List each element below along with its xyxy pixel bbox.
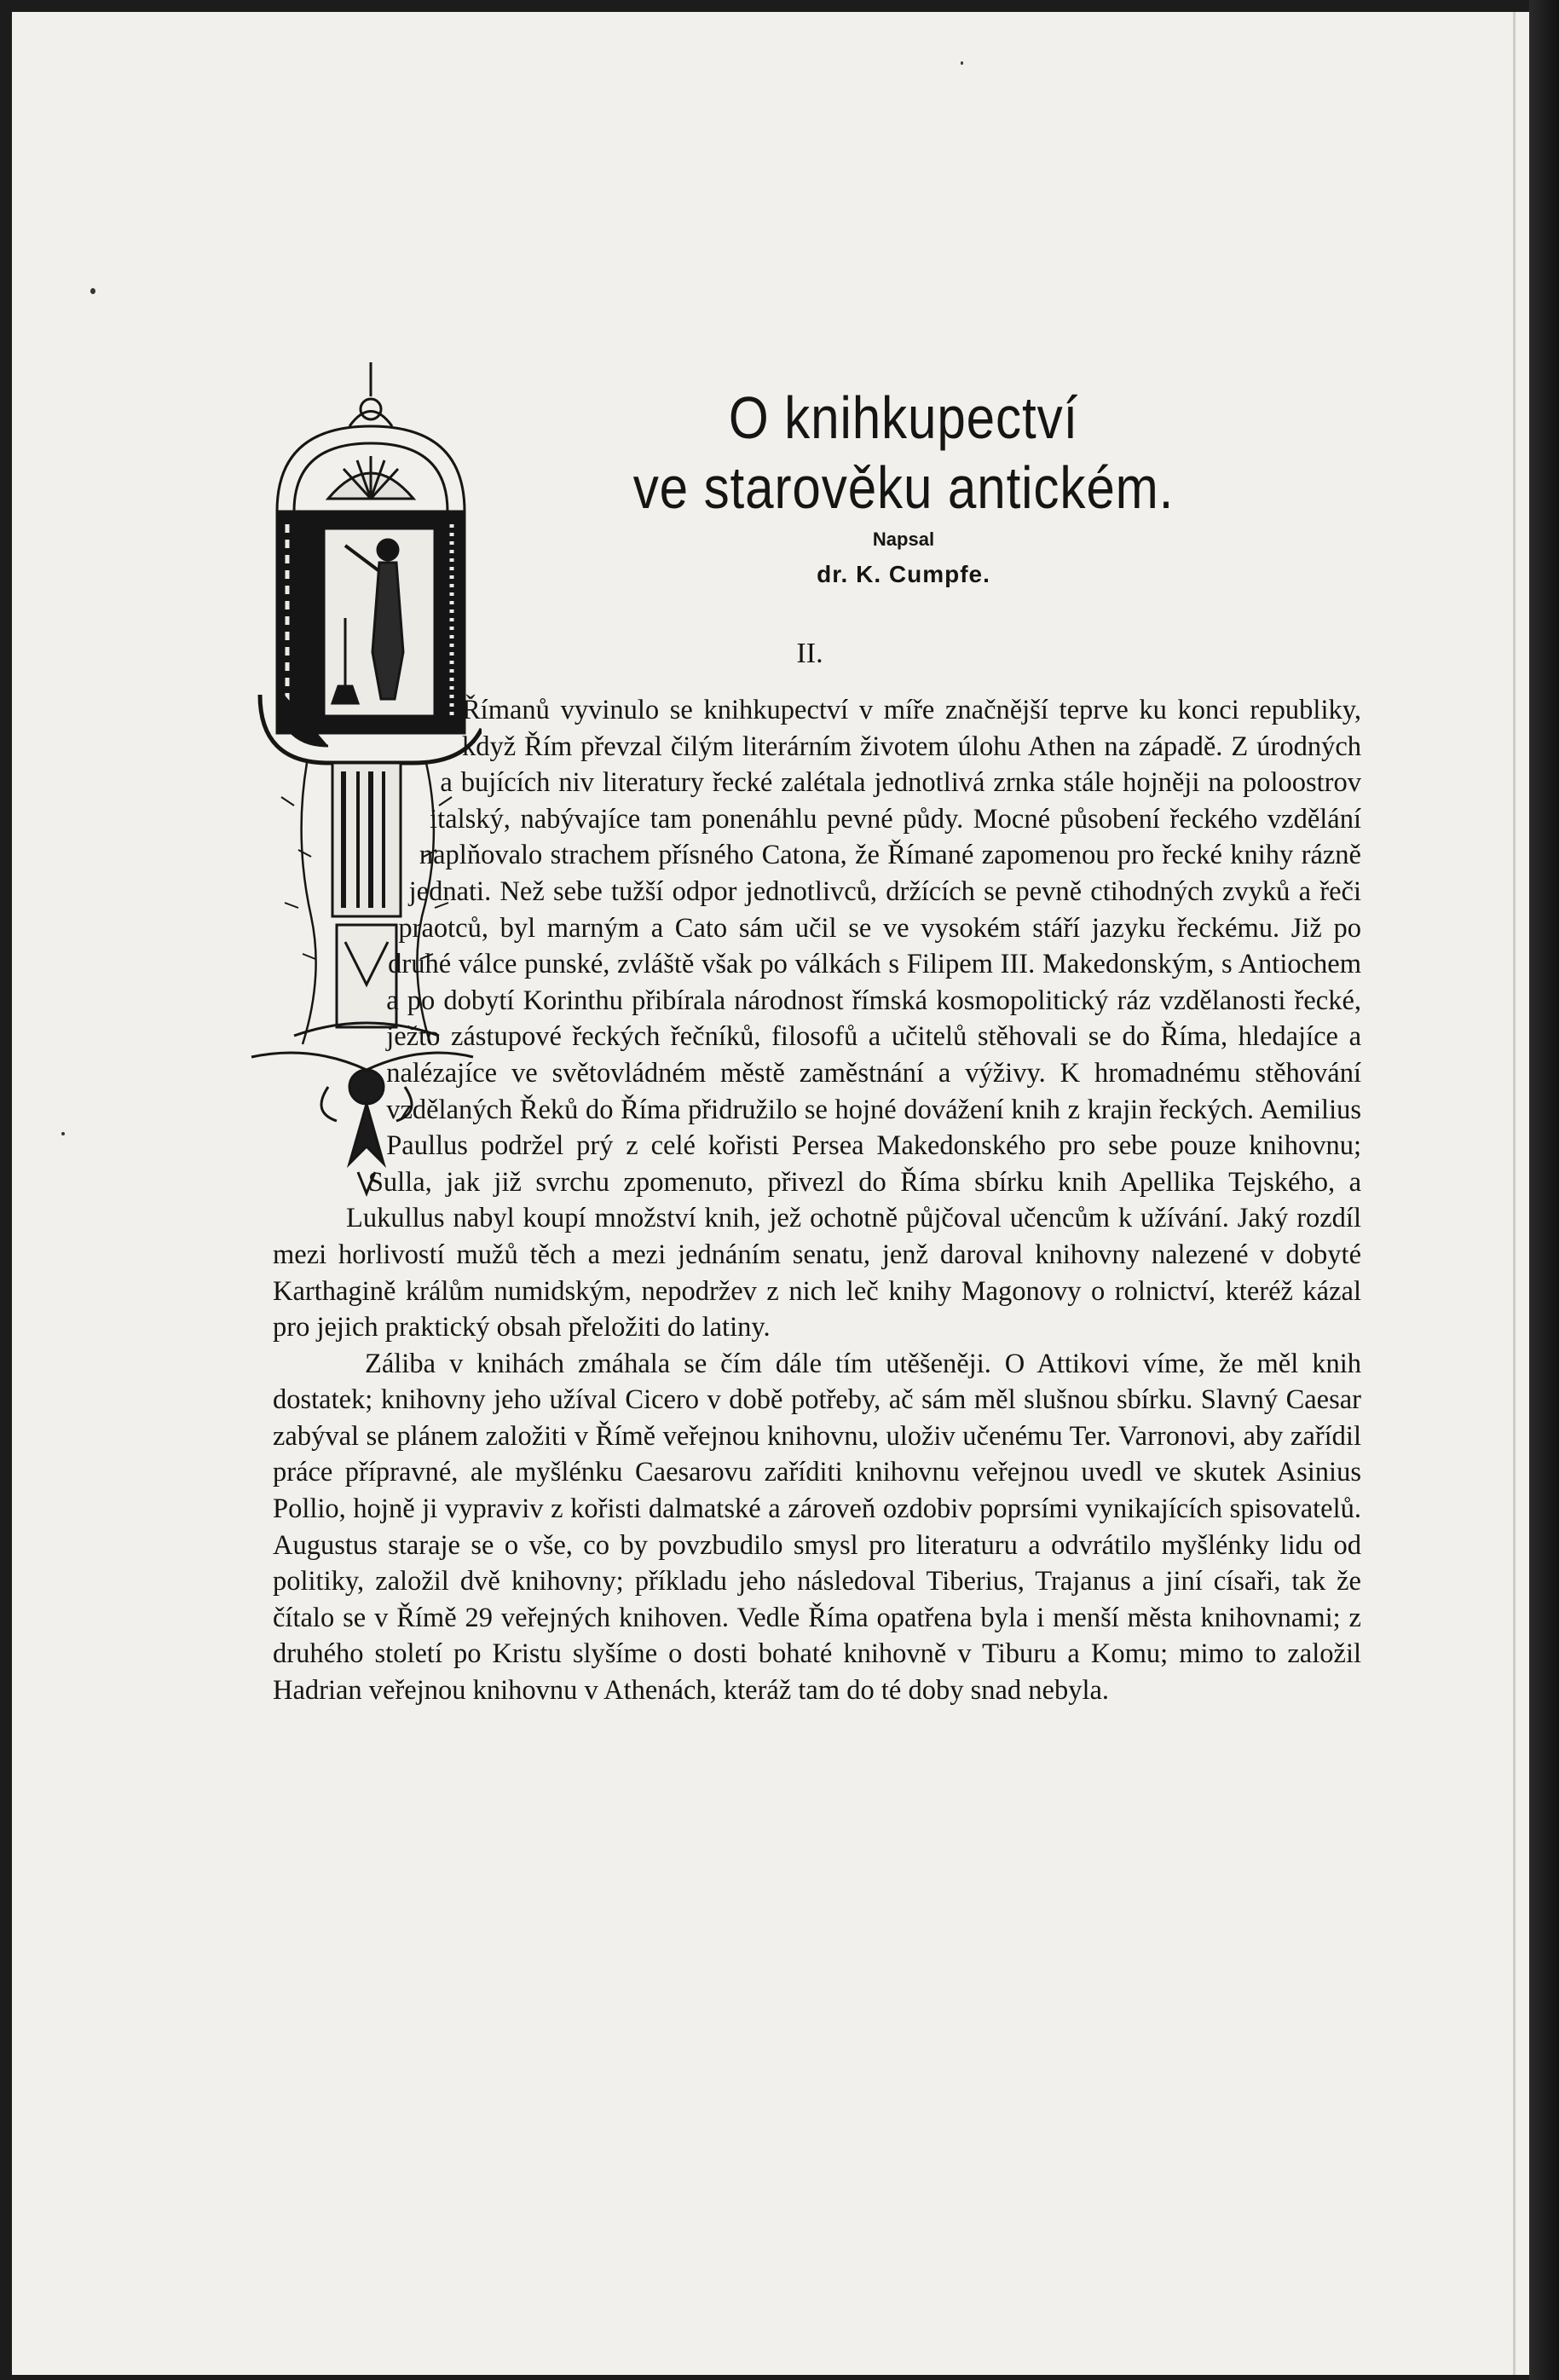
article-title-line-1: O knihkupectví	[728, 384, 1079, 451]
scan-speck	[61, 1132, 65, 1135]
author-name: dr. K. Cumpfe.	[817, 561, 990, 587]
article-body	[273, 692, 1361, 1709]
paragraph-1: Římanů vyvinulo se knihkupectví v míře značnější teprve ku konci republiky, když Řím převzal čilým literárním životem úlohu Athen na západě. Z úrodných a bujících niv literatury řecké zalétala jednotlivá zrnka stále hojněji na poloostrov italský, nabývajíce tam ponenáhlu pevné půdy. Mocné působení řeckého vzdělání naplňovalo strachem přísného Catona, že Římané zapomenou pro řecké knihy rázně jednati. Než sebe tužší odpor jednotlivců, držících se pevně ctihodných zvyků a řeči praotců, byl marným a Cato sám učil se ve vysokém stáří jazyku řeckému. Již po druhé válce punské, zvláště však po válkách s Filipem III. Makedonským, s Antiochem a po dobytí Korinthu přibírala národnost římská kosmopolitický ráz vzdělanosti řecké, ježto zástupové řeckých řečníků, filosofů a učitelů stěhovali se do Říma, hledajíce a nalézajíce ve světovládném městě zaměstnání a výživy. K hromadnému stěhování vzdělaných Řeků do Říma přidružilo se hojné dovážení knih z krajin řeckých. Aemilius Paullus podržel prý z celé kořisti Persea Makedonského pro sebe pouze knihovnu; Sulla, jak již svrchu zpomenuto, přivezl do Říma sbírku knih Apellika Tejského, a Lukullus nabyl koupí množství knih, jež ochotně půjčoval učencům k užívání. Jaký rozdíl mezi horlivostí mužů těch a mezi jednáním senatu, jenž daroval knihovny nalezené v dobyté Karthagině králům numidským, nepodržev z nich leč knihy Magonovy o rolnictví, kteréž kázal pro jejich praktický obsah přeložiti do latiny.	[273, 695, 1361, 1343]
scan-speck	[961, 61, 963, 65]
scan-speck	[90, 288, 95, 294]
scan-border	[1529, 0, 1559, 2380]
paragraph-2: Záliba v knihách zmáhala se čím dále tím utěšeněji. O Attikovi víme, že měl knih dostatek; knihovny jeho užíval Cicero v době potřeby, ač sám měl slušnou sbírku. Slavný Caesar zabýval se plánem založiti v Římě veřejnou knihovnu, uloživ učenému Ter. Varronovi, aby zařídil práce přípravné, ale myšlénku Caesarovu zaříditi knihovnu veřejnou uvedl ve skutek Asinius Pollio, hojně ji vypraviv z kořisti dalmatské a zároveň ozdobiv poprsími vynikajících spisovatelů. Augustus staraje se o vše, co by povzbudilo smysl pro literaturu a odvrátilo myšlénky lidu od politiky, založil dvě knihovny; příkladu jeho následoval Tiberius, Trajanus a jiní císaři, tak že čítalo se v Římě 29 veřejných knihoven. Vedle Říma opatřena byla i menší města knihovnami; z druhého století po Kristu slyšíme o dosti bohaté knihovně v Tiburu a Komu; mimo to založil Hadrian veřejnou knihovnu v Athenách, kteráž tam do té doby snad nebyla.	[273, 1348, 1361, 1707]
article-title-line-2: ve starověku antickém.	[632, 454, 1175, 521]
page-edge	[1513, 12, 1516, 2375]
byline-label: Napsal	[872, 529, 935, 550]
section-number: II.	[796, 638, 823, 669]
